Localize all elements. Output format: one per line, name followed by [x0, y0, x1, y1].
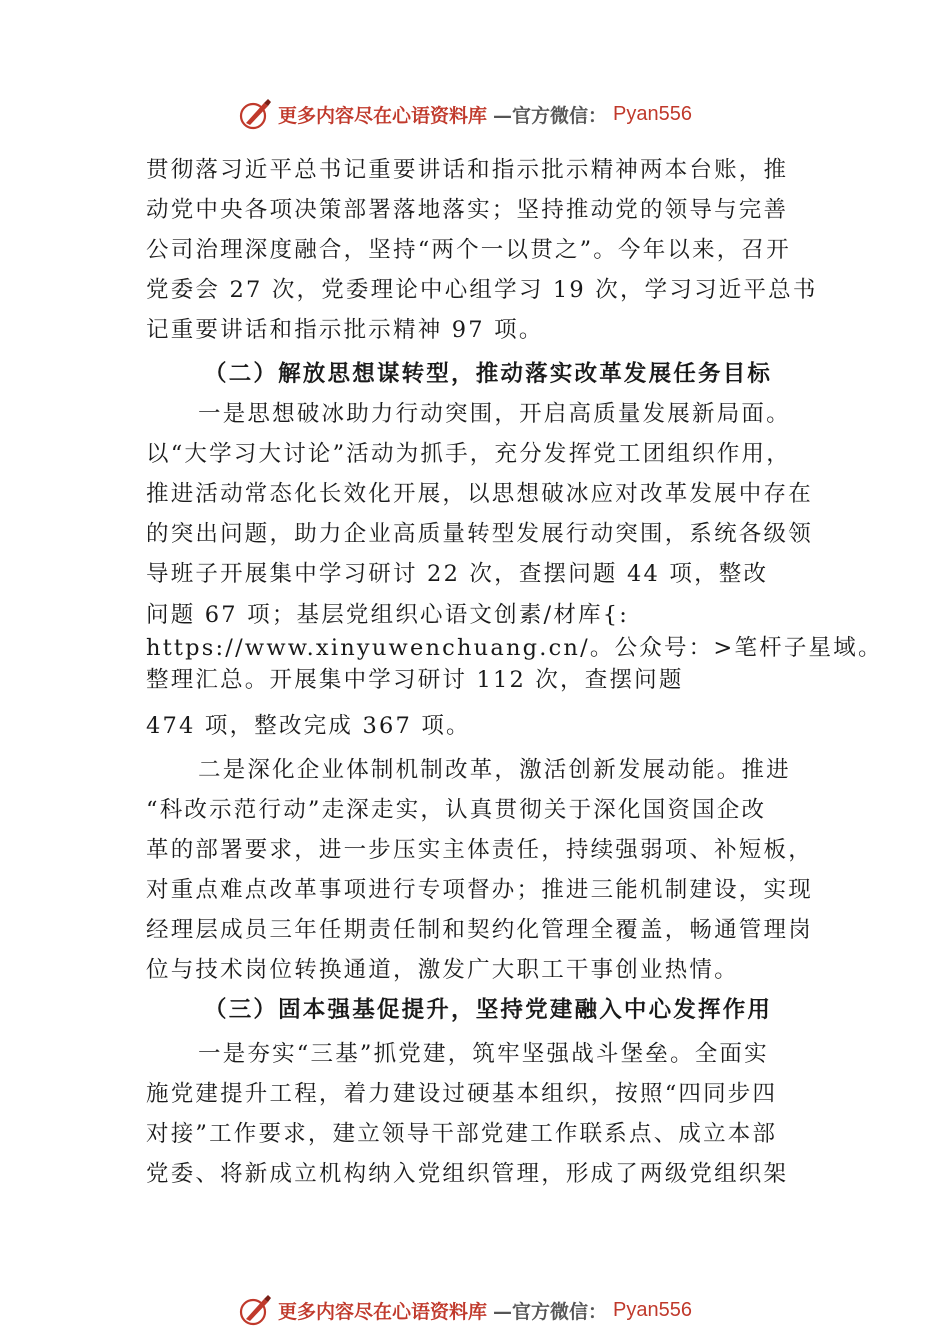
watermark-wechat-id: Pyan556	[613, 102, 692, 125]
body-line: “科改示范行动”走深走实，认真贯彻关于深化国资国企改	[146, 797, 767, 823]
watermark-wechat-id: Pyan556	[613, 1298, 692, 1321]
body-line: 对接”工作要求，建立领导干部党建工作联系点、成立本部	[146, 1121, 778, 1147]
section-heading-2: （二）解放思想谋转型，推动落实改革发展任务目标	[204, 361, 773, 387]
body-line: 动党中央各项决策部署落地落实；坚持推动党的领导与完善	[146, 197, 789, 223]
body-line: 推进活动常态化长效化开展，以思想破冰应对改革发展中存在	[146, 481, 813, 507]
body-line: 记重要讲话和指示批示精神 97 项。	[146, 317, 544, 343]
body-line: 党委、将新成立机构纳入党组织管理，形成了两级党组织架	[146, 1161, 789, 1187]
body-line: 一是夯实“三基”抓党建，筑牢坚强战斗堡垒。全面实	[198, 1041, 769, 1067]
watermark-label: —官方微信：	[493, 1300, 608, 1323]
body-line: 导班子开展集中学习研讨 22 次，查摆问题 44 项，整改	[146, 561, 769, 587]
pen-logo-icon	[238, 1293, 272, 1327]
watermark-header	[238, 94, 758, 134]
document-body	[146, 150, 883, 1194]
body-line: 二是深化企业体制机制改革，激活创新发展动能。推进	[198, 757, 791, 783]
watermark-title: 更多内容尽在心语资料库	[278, 1300, 488, 1323]
body-line: 一是思想破冰助力行动突围，开启高质量发展新局面。	[198, 401, 791, 427]
body-line: 问题 67 项；基层党组织心语文创素/材库{:	[146, 602, 630, 628]
body-line: 整理汇总。开展集中学习研讨 112 次，查摆问题	[146, 667, 684, 693]
body-line: 以“大学习大讨论”活动为抓手，充分发挥党工团组织作用，	[146, 441, 791, 467]
body-line: 革的部署要求，进一步压实主体责任，持续强弱项、补短板，	[146, 837, 813, 863]
section-heading-3: （三）固本强基促提升，坚持党建融入中心发挥作用	[204, 997, 773, 1023]
watermark-label: —官方微信：	[493, 104, 608, 127]
body-line-url: https://www.xinyuwenchuang.cn/。公众号：>笔杆子星域。	[146, 635, 883, 661]
body-line: 施党建提升工程，着力建设过硬基本组织，按照“四同步四	[146, 1081, 778, 1107]
watermark-title: 更多内容尽在心语资料库	[278, 104, 488, 127]
body-line: 公司治理深度融合，坚持“两个一以贯之”。今年以来，召开	[146, 237, 791, 263]
body-line: 的突出问题，助力企业高质量转型发展行动突围，系统各级领	[146, 521, 813, 547]
watermark-footer	[238, 1290, 758, 1330]
body-line: 对重点难点改革事项进行专项督办；推进三能机制建设，实现	[146, 877, 813, 903]
body-line: 党委会 27 次，党委理论中心组学习 19 次，学习习近平总书	[146, 277, 818, 303]
body-line: 474 项，整改完成 367 项。	[146, 713, 471, 739]
body-line: 贯彻落习近平总书记重要讲话和指示批示精神两本台账，推	[146, 157, 789, 183]
pen-logo-icon	[238, 97, 272, 131]
body-line: 位与技术岗位转换通道，激发广大职工干事创业热情。	[146, 957, 739, 983]
body-line: 经理层成员三年任期责任制和契约化管理全覆盖，畅通管理岗	[146, 917, 813, 943]
